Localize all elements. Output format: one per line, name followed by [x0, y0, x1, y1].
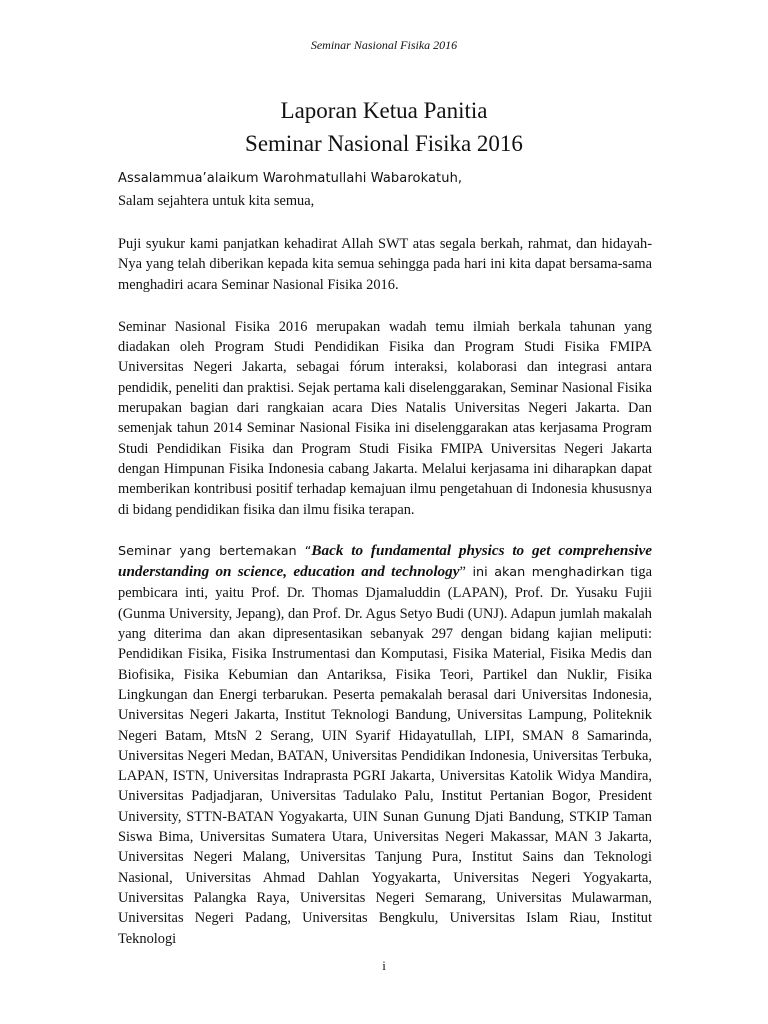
paragraph-3 [118, 541, 652, 949]
paragraph-3-after-theme: ini akan menghadirkan [465, 565, 625, 581]
greeting-line-2: Salam sejahtera untuk kita semua, [118, 193, 315, 209]
page-number: i [382, 958, 386, 973]
document-body [118, 168, 652, 949]
theme-close-quote: ” [459, 564, 466, 581]
title-line-1: Laporan Ketua Panitia [280, 98, 488, 123]
paragraph-1: Puji syukur kami panjatkan kehadirat Allah SWT atas segala berkah, rahmat, dan hidayah-Nya yang telah diberikan kepada kita semua sehingga pada hari ini kita dapat bersama-sama menghadiri acara Seminar Nasional Fisika 2016. [118, 236, 652, 293]
paragraph-2: Seminar Nasional Fisika 2016 merupakan wadah temu ilmiah berkala tahunan yang diadakan oleh Program Studi Pendidikan Fisika dan Program Studi Fisika FMIPA Universitas Negeri Jakarta, sebagai fórum interaksi, kolaborasi dan integrasi antara pendidik, peneliti dan praktisi. Sejak pertama kali diselenggarakan, Seminar Nasional Fisika merupakan bagian dari rangkaian acara Dies Natalis Universitas Negeri Jakarta. Dan semenjak tahun 2014 Seminar Nasional Fisika ini diselenggarakan atas kerjasama Program Studi Pendidikan Fisika dan Program Studi Fisika FMIPA Universitas Negeri Jakarta dengan Himpunan Fisika Indonesia cabang Jakarta. Melalui kerjasama ini diharapkan dapat memberikan kontribusi positif terhadap kemajuan ilmu pengetahuan di Indonesia khususnya di bidang pendidikan fisika dan ilmu fisika terapan. [118, 318, 652, 518]
seminar-theme: Back to fundamental physics to get comprehensive understanding on science, education and technology [118, 541, 652, 581]
greeting-line-1: Assalammua’alaikum Warohmatullahi Wabarokatuh, [118, 171, 463, 186]
paragraph-3-body: tiga pembicara inti, yaitu Prof. Dr. Thomas Djamaluddin (LAPAN), Prof. Dr. Yusaku Fujii (Gunma University, Jepang), dan Prof. Dr. Agus Setyo Budi (UNJ). Adapun jumlah makalah yang diterima dan akan dipresentasikan sebanyak 297 dengan bidang kajian meliputi: Pendidikan Fisika, Fisika Instrumentasi dan Komputasi, Fisika Material, Fisika Medis dan Biofisika, Fisika Kebumian dan Antariksa, Fisika Teori, Partikel dan Nuklir, Fisika Lingkungan dan Energi terbarukan. Peserta pemakalah berasal dari Universitas Indonesia, Universitas Negeri Jakarta, Institut Teknologi Bandung, Universitas Lampung, Politeknik Negeri Batam, MtsN 2 Serang, UIN Syarif Hidayatullah, LIPI, SMAN 8 Samarinda, Universitas Negeri Medan, BATAN, Universitas Pendidikan Indonesia, Universitas Terbuka, LAPAN, ISTN, Universitas Indraprasta PGRI Jakarta, Universitas Katolik Widya Mandira, Universitas Padjadjaran, Universitas Tadulako Palu, Institut Pertanian Bogor, President University, STTN-BATAN Yogyakarta, UIN Sunan Gunung Djati Bandung, STKIP Taman Siswa Bima, Universitas Sumatera Utara, Universitas Negeri Makassar, MAN 3 Jakarta, Universitas Negeri Malang, Universitas Tanjung Pura, Institut Sains dan Teknologi Nasional, Universitas Ahmad Dahlan Yogyakarta, Universitas Negeri Yogyakarta, Universitas Palangka Raya, Universitas Negeri Semarang, Universitas Mulawarman, Universitas Negeri Padang, Universitas Bengkulu, Universitas Islam Riau, Institut Teknologi [118, 564, 652, 947]
running-header: Seminar Nasional Fisika 2016 [310, 38, 458, 52]
title-line-2: Seminar Nasional Fisika 2016 [245, 131, 523, 156]
paragraph-3-intro: Seminar yang bertemakan “ [118, 543, 312, 559]
page-title [0, 94, 768, 160]
